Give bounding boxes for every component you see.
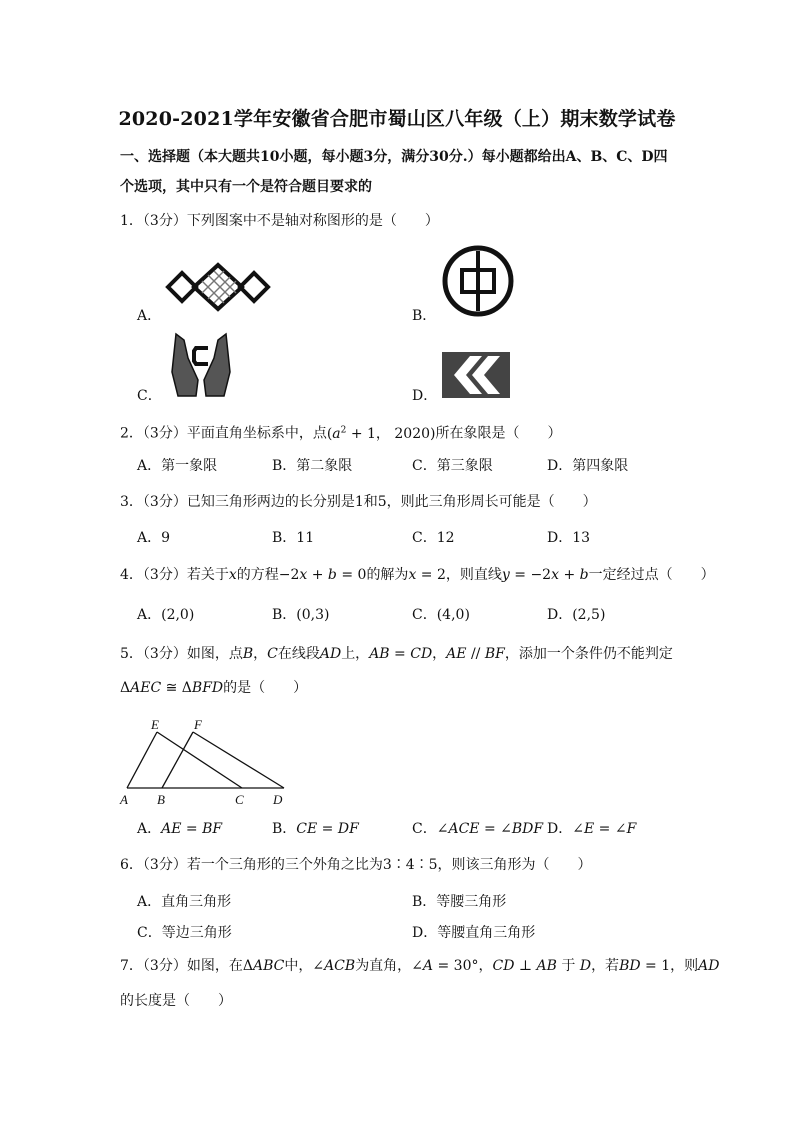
q5-option-d-letter: D．	[547, 821, 573, 837]
q3-option-b: B．11	[272, 530, 315, 546]
q5-triangle-figure	[116, 714, 292, 810]
q4-option-b: B．(0,3)	[272, 607, 330, 623]
q5-option-d: D．∠E = ∠F	[547, 821, 637, 837]
q1-option-b: B．	[412, 308, 437, 324]
q2-stem-prefix: 2．（3分）平面直角坐标系中，点	[120, 425, 327, 442]
zhong-bank-icon	[440, 243, 516, 319]
q2-option-b: B．第二象限	[272, 458, 353, 474]
chinese-knot-icon	[164, 262, 272, 312]
q5-congruence: ΔAEC ≅ ΔBFD	[120, 680, 224, 696]
q2-option-a: A．第一象限	[137, 458, 218, 474]
q5-stem-1: 5．（3分）如图，点	[120, 646, 243, 662]
section-heading-line1: 一、选择题（本大题共10小题，每小题3分，满分30分.）每小题都给出A、B、C、D四	[120, 149, 668, 165]
q4-option-d: D．(2,5)	[547, 607, 606, 623]
q4-stem-2: 的方程	[236, 567, 279, 583]
label-c: C	[235, 792, 244, 807]
q6-option-a: A．直角三角形	[137, 894, 232, 910]
q7-stem-4: ，若	[591, 958, 620, 974]
q7-stem-3: 为直角，	[355, 958, 412, 974]
q6-option-c: C．等边三角形	[137, 925, 232, 941]
q4-stem-3: 的解为	[366, 567, 409, 583]
question-5-line2	[120, 677, 307, 699]
q6-option-b: B．等腰三角形	[412, 894, 507, 910]
question-3-stem: 3．（3分）已知三角形两边的长分别是1和5，则此三角形周长可能是（ ）	[120, 494, 597, 510]
q3-option-a: A．9	[137, 530, 171, 546]
label-a: A	[120, 792, 128, 807]
q2-point: ($a^2 + 1$， 2020)	[326, 425, 436, 442]
q5-stem-4: 的是（ ）	[223, 680, 308, 696]
question-4-stem: 4．（3分）若关于x的方程−2x + b = 0的解为x = 2，则直线y = −2x + b一定经过点（ ）	[120, 567, 715, 583]
q6-option-d: D．等腰直角三角形	[412, 925, 536, 941]
q4-equation: −2x + b = 0	[278, 567, 367, 583]
double-chevron-icon	[442, 352, 510, 398]
question-1-stem: 1．（3分）下列图案中不是轴对称图形的是（ ）	[120, 213, 439, 229]
q5-option-b: B．CE = DF	[272, 821, 359, 837]
hands-c-icon	[166, 332, 236, 398]
q5-option-c-letter: C．	[412, 821, 437, 837]
q2-option-c: C．第三象限	[412, 458, 493, 474]
q3-option-d: D．13	[547, 530, 591, 546]
q5-stem-2: 在线段	[277, 646, 320, 662]
q1-option-a: A．	[137, 308, 162, 324]
q3-option-c: C．12	[412, 530, 455, 546]
page-title: 2020-2021学年安徽省合肥市蜀山区八年级（上）期末数学试卷	[118, 108, 676, 130]
q2-option-d: D．第四象限	[547, 458, 629, 474]
label-b: B	[157, 792, 165, 807]
label-f: F	[194, 717, 202, 732]
q5-option-c: C．∠ACE = ∠BDF	[412, 821, 544, 837]
q4-stem-5: 一定经过点（ ）	[588, 567, 715, 583]
q4-option-c: C．(4,0)	[412, 607, 470, 623]
q4-line: y = −2x + b	[501, 567, 589, 583]
q5-option-a-letter: A．	[137, 821, 162, 837]
label-d: D	[273, 792, 283, 807]
q5-stem-3: 上，	[341, 646, 370, 662]
q7-stem-2: 中，	[284, 958, 313, 974]
question-5-line1: 5．（3分）如图，点B，C在线段AD上，AB = CD，AE // BF，添加一个条件仍不能判定	[120, 646, 673, 662]
q1-option-c: C．	[137, 388, 162, 404]
question-2-stem	[120, 419, 561, 445]
q5-option-a: A．AE = BF	[137, 821, 223, 837]
question-6-stem: 6．（3分）若一个三角形的三个外角之比为3∶4∶5，则该三角形为（ ）	[120, 857, 592, 873]
question-7-line1: 7．（3分）如图，在ΔABC中，∠ACB为直角，∠A = 30°，CD ⊥ AB 于 D，若BD = 1，则AD	[120, 958, 720, 974]
question-7-line2: 的长度是（ ）	[120, 993, 232, 1009]
q4-solution: x = 2	[408, 567, 446, 583]
q5-option-b-letter: B．	[272, 821, 297, 837]
q2-stem-suffix: 所在象限是（ ）	[435, 425, 562, 442]
label-e: E	[151, 717, 159, 732]
q7-stem-5: ，则	[670, 958, 699, 974]
q4-option-a: A．(2,0)	[137, 607, 195, 623]
q4-stem-1: 4．（3分）若关于	[120, 567, 229, 583]
q4-stem-4: ，则直线	[445, 567, 502, 583]
q7-stem-1: 7．（3分）如图，在	[120, 958, 243, 974]
section-heading-line2: 个选项，其中只有一个是符合题目要求的	[120, 179, 372, 195]
q1-option-d: D．	[412, 388, 438, 404]
